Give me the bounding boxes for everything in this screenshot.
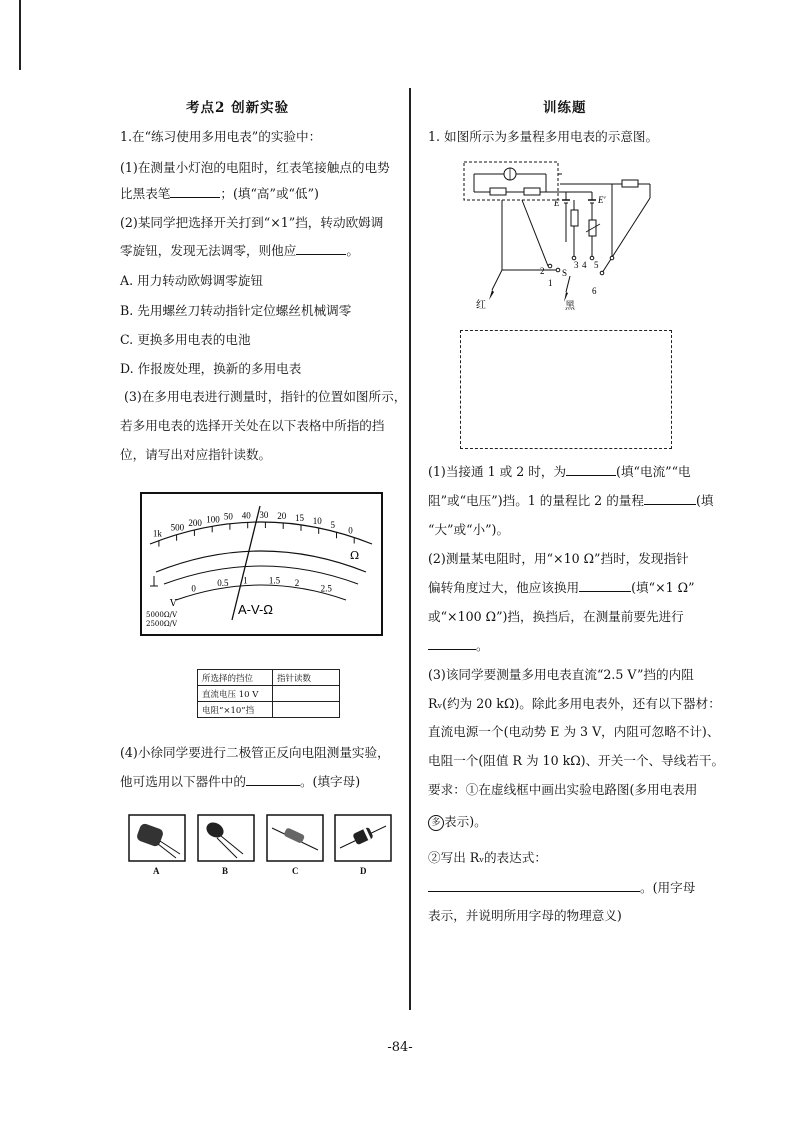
training-q1-intro: 1. 如图所示为多量程多用电表的示意图。 [428, 129, 659, 144]
q1-part4-line1: (4)小徐同学要进行二极管正反向电阻测量实验， [120, 745, 390, 760]
table-answer-cell[interactable] [273, 686, 340, 702]
resistor-icon [571, 210, 578, 226]
ohm-tick-label: 100 [206, 514, 220, 525]
p3-line9: 表示，并说明所用字母的物理意义) [428, 908, 622, 923]
component-label-b: B [222, 866, 229, 876]
q1-part1-text-a: 比黑表笔 [120, 186, 171, 201]
p1-line2 [428, 492, 714, 510]
multimeter-symbol-icon: 多 [428, 815, 444, 831]
meter-label: A-V-Ω [238, 602, 274, 617]
dc-tick-label: 2 [294, 578, 300, 589]
right-section-title: 训练题 [543, 100, 587, 116]
table-cell: 直流电压 10 V [198, 686, 273, 702]
column-divider [409, 88, 411, 1010]
dc-symbol: V [170, 599, 177, 609]
switch-num-4: 4 [582, 260, 587, 270]
p3-line2: Rᵥ(约为 20 kΩ)。除此多用电表外，还有以下器材： [428, 696, 721, 711]
ohm-tick-label: 50 [223, 511, 233, 522]
option-a: A. 用力转动欧姆调零旋钮 [120, 273, 264, 288]
table-header-cell: 所选择的挡位 [198, 670, 273, 686]
ohm-tick-label: 5 [330, 520, 335, 531]
option-c: C. 更换多用电表的电池 [120, 332, 251, 347]
dc-tick-label: 0.5 [217, 578, 229, 589]
q1-part2-line2 [120, 242, 359, 260]
resistor-icon [622, 180, 638, 187]
answer-blank-2[interactable] [296, 242, 346, 255]
dc-tick-label: 1.5 [268, 575, 281, 586]
label-black: 黑 [565, 301, 575, 310]
ohm-tick-label: 10 [312, 515, 322, 526]
resistor-icon [524, 188, 540, 195]
ohm-tick-label: 500 [170, 522, 185, 533]
red-probe-icon [489, 290, 494, 300]
q1-intro: 1.在“练习使用多用电表”的实验中： [120, 129, 322, 144]
meter-dial-figure [140, 492, 383, 636]
q1-part3-line2: 若多用电表的选择开关处在以下表格中所指的挡 [120, 418, 385, 433]
option-d: D. 作报废处理，换新的多用电表 [120, 361, 302, 376]
ohm-tick-label: 30 [259, 510, 269, 520]
p1-text-a: (1)当接通 1 或 2 时，为 [428, 464, 567, 479]
p2-line1: (2)测量某电阻时，用“×10 Ω”挡时，发现指针 [428, 551, 689, 566]
q1-part2-text-b: 。 [346, 243, 359, 258]
component-d-diode [334, 814, 392, 862]
p2-text-end: 。 [476, 638, 489, 653]
p3-text-6: 表示)。 [444, 814, 487, 829]
p1-text-d: (填 [695, 493, 714, 508]
page-edge-mark [19, 0, 21, 70]
component-c-resistor [266, 814, 324, 862]
q1-part4-text-b: 。(填字母) [299, 774, 361, 789]
p2-line2 [428, 579, 695, 597]
table-answer-cell[interactable] [273, 702, 340, 718]
p3-line5: 要求：①在虚线框中画出实验电路图(多用电表用 [428, 782, 698, 797]
switch-num-2: 2 [540, 266, 545, 276]
option-b: B. 先用螺丝刀转动指针定位螺丝机械调零 [120, 303, 352, 318]
q1-part1-line1: (1)在测量小灯泡的电阻时，红表笔接触点的电势 [120, 160, 390, 175]
ohm-tick-label: 20 [277, 510, 287, 521]
component-b-diode-led [197, 814, 255, 862]
p3-line6 [428, 813, 487, 831]
sensitivity-1: 5000Ω/V [146, 611, 178, 619]
answer-blank-4[interactable] [566, 463, 616, 476]
dc-tick-label: 0 [191, 583, 196, 594]
component-label-a: A [153, 866, 160, 876]
drawing-dashed-box[interactable] [460, 330, 672, 449]
q1-part3-line3: 位，请写出对应指针读数。 [120, 447, 272, 462]
component-a-capacitor [128, 814, 186, 862]
ohm-tick-label: 15 [295, 512, 304, 523]
answer-blank-8[interactable] [428, 879, 640, 892]
p3-text-8: 。(用字母 [640, 880, 696, 895]
resistor-icon [490, 188, 506, 195]
answer-blank-1[interactable] [170, 185, 220, 198]
sensitivity-2: 2500Ω/V [146, 620, 178, 628]
dc-tick-label: 1 [243, 575, 248, 586]
q1-part1-line2 [120, 185, 319, 203]
p3-line8 [428, 879, 695, 897]
table-cell: 电阻“×10”挡 [198, 702, 273, 718]
ohm-symbol: Ω [350, 549, 360, 562]
answer-blank-3[interactable] [246, 773, 300, 786]
q1-part2-line1: (2)某同学把选择开关打到“×1”挡，转动欧姆调 [120, 215, 384, 230]
answer-blank-6[interactable] [579, 579, 631, 592]
switch-label-s: S [562, 268, 568, 278]
table-header-cell: 指针读数 [273, 670, 340, 686]
p3-line1: (3)该同学要测量多用电表直流“2.5 V”挡的内阻 [428, 667, 694, 682]
switch-num-1: 1 [548, 278, 553, 288]
p2-text-a: 偏转角度过大，他应该换用 [428, 580, 580, 595]
readings-table [197, 669, 340, 718]
component-label-c: C [292, 866, 299, 876]
p1-line3: “大”或“小”)。 [428, 522, 510, 537]
answer-blank-5[interactable] [644, 492, 696, 505]
p1-text-c: 阻”或“电压”)挡。1 的量程比 2 的量程 [428, 493, 644, 508]
p3-line4: 电阻一个(阻值 R 为 10 kΩ)、开关一个、导线若干。 [428, 753, 725, 768]
ohm-tick-label: 0 [348, 525, 353, 536]
ohm-tick-label: 1k [152, 528, 162, 539]
left-section-title: 考点2 创新实验 [186, 100, 290, 116]
q1-part1-text-b: ；(填“高”或“低”) [220, 186, 319, 201]
p2-text-b: (填“×1 Ω” [631, 580, 695, 595]
label-e-prime: E′ [598, 195, 606, 205]
switch-num-5: 5 [594, 260, 599, 270]
q1-part2-text-a: 零旋钮，发现无法调零，则他应 [120, 243, 297, 258]
table-row [198, 686, 340, 702]
p1-text-b: (填“电流”“电 [616, 464, 691, 479]
p2-line4 [428, 637, 489, 655]
dc-tick-label: 2.5 [320, 583, 332, 594]
label-e: E [554, 198, 560, 208]
switch-num-3: 3 [574, 260, 579, 270]
page-number: -84- [387, 1040, 413, 1055]
switch-num-6: 6 [592, 286, 597, 296]
label-red: 红 [476, 300, 486, 310]
ohm-tick-label: 40 [241, 510, 251, 521]
answer-blank-7[interactable] [428, 637, 476, 650]
component-label-d: D [360, 866, 367, 876]
p3-line3: 直流电源一个(电动势 E 为 3 V，内阻可忽略不计)、 [428, 724, 720, 739]
p3-line7: ②写出 Rᵥ的表达式： [428, 850, 547, 865]
q1-part4-text-a: 他可选用以下器件中的 [120, 774, 246, 789]
table-row [198, 702, 340, 718]
ohm-tick-label: 200 [188, 517, 202, 528]
q1-part4-line2 [120, 773, 360, 791]
q1-part3-line1: (3)在多用电表进行测量时，指针的位置如图所示， [124, 389, 407, 404]
multimeter-circuit-diagram [462, 158, 662, 310]
p2-line3: 或“×100 Ω”)挡，换挡后，在测量前要先进行 [428, 609, 684, 624]
p1-line1 [428, 463, 691, 481]
table-header-row [198, 670, 340, 686]
